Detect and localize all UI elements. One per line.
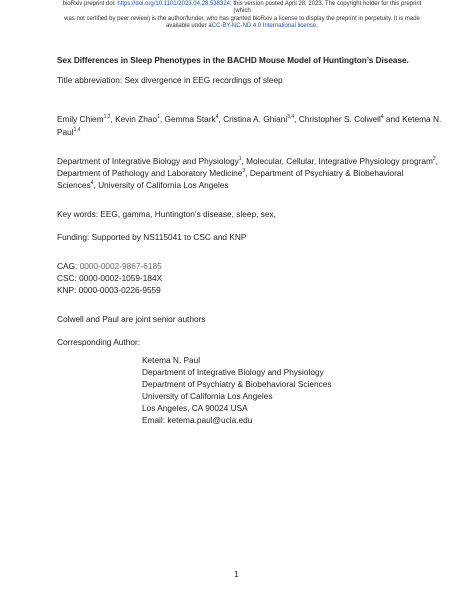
banner-license-prefix: available under a: [166, 23, 212, 30]
license-link[interactable]: CC-BY-NC-ND 4.0 International license: [211, 23, 317, 30]
affiliation-marker: 3: [242, 168, 246, 175]
affiliation-text: ,: [435, 156, 438, 166]
affiliation-text: Department of Pathology and Laboratory Medicine: [57, 168, 243, 178]
affiliation-text: Sciences: [57, 180, 91, 190]
corresponding-author-label: Corresponding Author:: [57, 337, 141, 347]
affiliation-line-3: [57, 179, 229, 191]
affiliation-marker: 1,4: [73, 127, 81, 134]
author-name: and Ketema N.: [383, 114, 442, 124]
email-line: Email: ketema.paul@ucla.edu: [142, 415, 253, 425]
address-line: Ketema N. Paul: [142, 355, 201, 365]
banner-line-3: [62, 23, 422, 30]
affiliation-marker: 1: [157, 114, 160, 121]
author-name: , Kevin Zhao: [110, 114, 158, 124]
author-name: , Gemma Stark: [159, 114, 216, 124]
senior-authors-note: Colwell and Paul are joint senior authors: [57, 314, 206, 324]
author-name: Paul: [57, 127, 74, 137]
address-line: Department of Integrative Biology and Physiology: [142, 367, 324, 377]
orcid-cag: [57, 260, 162, 272]
affiliation-marker: 1: [238, 156, 242, 163]
affiliation-marker: 2: [432, 156, 436, 163]
funding: Funding: Supported by NS115041 to CSC and KNP: [57, 232, 247, 242]
banner-line-1: [62, 1, 422, 16]
address-line: Department of Psychiatry & Biobehavioral Sciences: [142, 379, 332, 389]
affiliation-text: , Department of Psychiatry & Biobehavioral: [245, 168, 404, 178]
affiliation-text: Department of Integrative Biology and Physiology: [57, 156, 239, 166]
banner-doi-prefix: bioRxiv preprint doi:: [62, 1, 118, 7]
author-list-continued: [57, 126, 81, 138]
orcid-knp: KNP: 0000-0003-0226-9559: [57, 285, 161, 295]
author-name: , Cristina A. Ghiani: [218, 114, 288, 124]
author-list: [57, 113, 441, 125]
address-line: University of California Los Angeles: [142, 391, 273, 401]
banner-license-suffix: .: [316, 23, 318, 30]
paper-title: Sex Differences in Sleep Phenotypes in the BACHD Mouse Model of Huntington’s Disease.: [57, 56, 409, 65]
orcid-id: 0000-0002-9867-6185: [79, 261, 162, 271]
title-abbreviation: Title abbreviation: Sex divergence in EEG recordings of sleep: [57, 75, 283, 85]
preprint-banner: [62, 1, 422, 31]
banner-line-2: was not certified by peer review) is the author/funder, who has granted bioRxiv a license to display the preprint in perpetuity. It is made: [64, 15, 420, 22]
affiliation-marker: 4: [215, 114, 219, 121]
affiliation-text: , University of California Los Angeles: [93, 180, 229, 190]
orcid-csc: CSC: 0000-0002-1059-184X: [57, 273, 163, 283]
affiliation-marker: 1,2: [103, 114, 111, 121]
author-name: , Christopher S. Colwell: [294, 114, 381, 124]
banner-line-1-text: ; this version posted April 28, 2023. The copyright holder for this preprint (which: [230, 1, 422, 15]
affiliation-marker: 4: [380, 114, 384, 121]
affiliation-text: , Molecular, Cellular, Integrative Physiology program: [241, 156, 433, 166]
orcid-label: CAG:: [57, 261, 80, 271]
affiliation-marker: 3,4: [287, 114, 295, 121]
page-number: 1: [234, 569, 239, 579]
affiliation-line-1: [57, 155, 438, 167]
affiliation-marker: 4: [90, 180, 94, 187]
doi-link[interactable]: https://doi.org/10.1101/2023.04.28.538324: [117, 1, 230, 7]
author-name: Emily Chiem: [57, 114, 104, 124]
affiliation-line-2: [57, 167, 403, 179]
address-line: Los Angeles, CA 90024 USA: [142, 403, 248, 413]
keywords: Key words: EEG, gamma, Huntington’s disease, sleep, sex,: [57, 209, 276, 219]
